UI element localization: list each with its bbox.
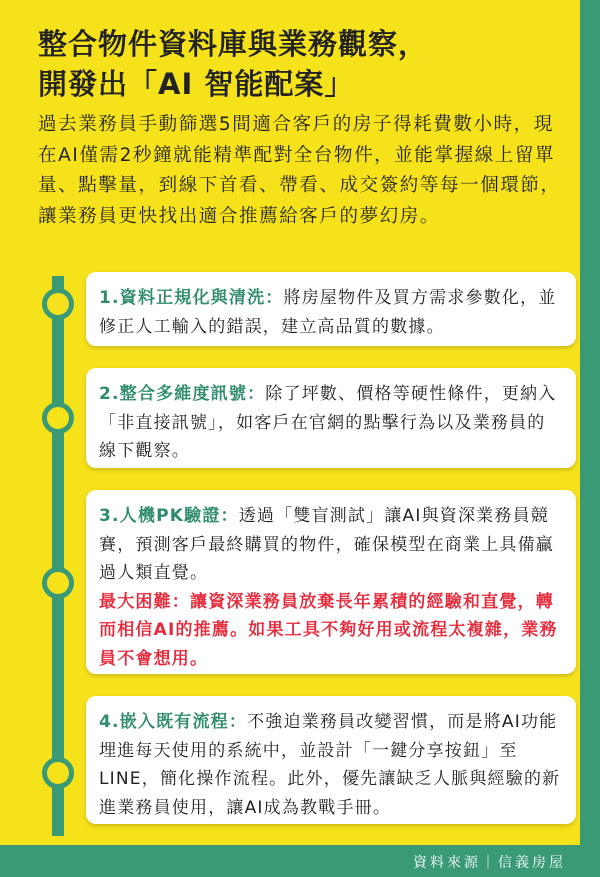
title-line-1: 整合物件資料庫與業務觀察， xyxy=(38,27,429,61)
step-warning: 最大困難：讓資深業務員放棄長年累積的經驗和直覺，轉而相信AI的推薦。如果工具不夠好用或流程太複雜，業務員不會想用。 xyxy=(99,591,558,669)
step-heading: 2.整合多維度訊號： xyxy=(99,384,266,404)
intro-paragraph: 過去業務員手動篩選5間適合客戶的房子得耗費數小時，現在AI僅需2秒鐘就能精準配對全台物件，並能掌握線上留單量、點擊量，到線下首看、帶看、成交簽約等每一個環節，讓業務員更快找出適合推薦給客戶的夢幻房。 xyxy=(38,114,561,227)
timeline-node-2 xyxy=(42,402,74,434)
step-heading: 4.嵌入既有流程： xyxy=(99,712,248,732)
timeline-node-3 xyxy=(42,567,74,599)
step-card-2 xyxy=(86,368,576,468)
timeline-line xyxy=(52,276,64,836)
title-line-2: 開發出「AI 智能配案」 xyxy=(38,67,355,101)
step-body: 將房屋物件及買方需求參數化，並修正人工輸入的錯誤，建立高品質的數據。 xyxy=(99,288,557,337)
step-card-4 xyxy=(86,696,576,824)
step-heading: 3.人機PK驗證： xyxy=(99,506,239,526)
right-accent-strip xyxy=(580,0,600,845)
source-credit: 資料來源｜信義房屋 xyxy=(413,855,566,871)
timeline-node-1 xyxy=(42,288,74,320)
timeline-node-4 xyxy=(42,757,74,789)
step-card-3 xyxy=(86,490,576,674)
step-heading: 1.資料正規化與清洗： xyxy=(99,288,284,308)
step-body: 不強迫業務員改變習慣，而是將AI功能埋進每天使用的系統中，並設計「一鍵分享按鈕」至LINE，簡化操作流程。此外，優先讓缺乏人脈與經驗的新進業務員使用，讓AI成為教戰手冊。 xyxy=(99,712,561,818)
step-card-1 xyxy=(86,272,576,346)
step-body: 除了坪數、價格等硬性條件，更納入「非直接訊號」，如客戶在官網的點擊行為以及業務員的線下觀察。 xyxy=(99,384,557,461)
footer-bar xyxy=(0,845,600,877)
page-title xyxy=(38,24,558,104)
step-body: 透過「雙盲測試」讓AI與資深業務員競賽，預測客戶最終購買的物件，確保模型在商業上具備贏過人類直覺。 xyxy=(99,506,554,583)
